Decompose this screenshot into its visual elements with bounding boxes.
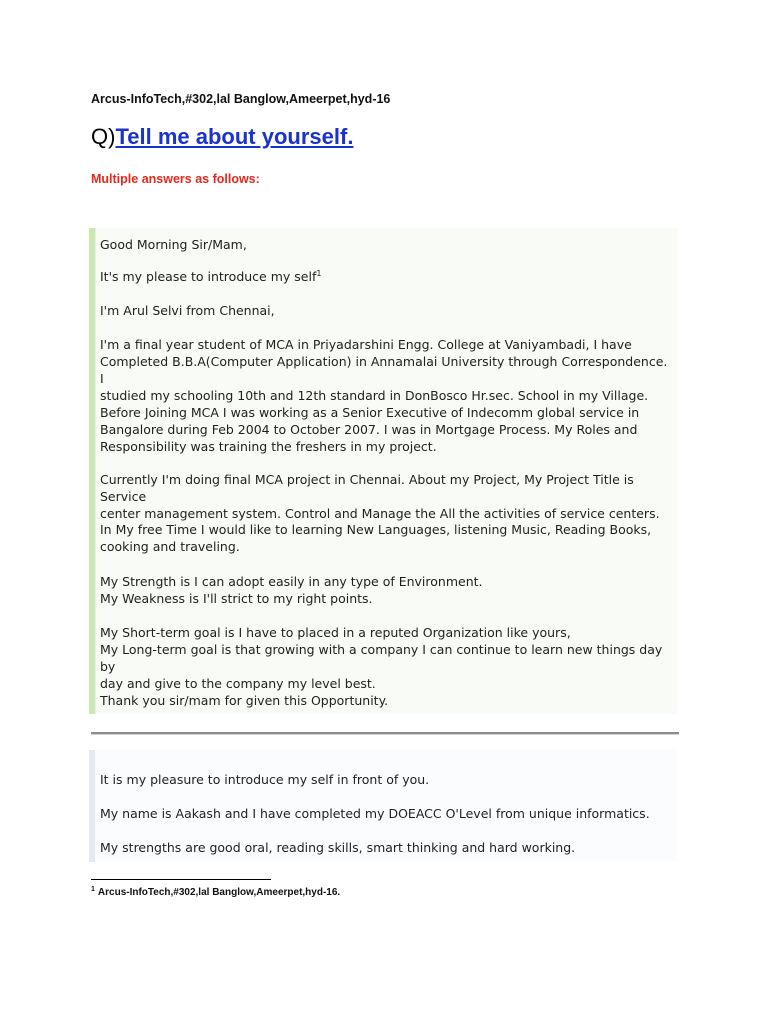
answer2-name-line: My name is Aakash and I have completed my DOEACC O'Level from unique informatics.: [100, 806, 650, 821]
question-heading: [91, 124, 353, 150]
answer1-long-goal-line: My Long-term goal is that growing with a company I can continue to learn new things day by: [100, 642, 663, 674]
section-divider: [91, 732, 679, 735]
answers-subheading: Multiple answers as follows:: [91, 172, 260, 186]
answer1-hobbies: [100, 521, 670, 555]
answer1-name-line: I'm Arul Selvi from Chennai,: [100, 303, 275, 318]
answer1-short-goal: My Short-term goal is I have to placed in a reputed Organization like yours,: [100, 625, 571, 640]
answer1-closing: Thank you sir/mam for given this Opportunity.: [100, 693, 389, 708]
answer1-project-line: center management system. Control and Manage the All the activities of service centers.: [100, 506, 660, 521]
answer1-goals: [100, 624, 670, 692]
answer1-education-line: I'm a final year student of MCA in Priyadarshini Engg. College at Vaniyambadi, I have: [100, 337, 632, 352]
answer1-hobbies-line: In My free Time I would like to learning New Languages, listening Music, Reading Books,: [100, 522, 652, 537]
answer1-intro-text: It's my please to introduce my self: [100, 269, 317, 284]
answer1-education-line: Completed B.B.A(Computer Application) in Annamalai University through Correspondence. I: [100, 354, 668, 386]
answer1-strength: My Strength is I can adopt easily in any type of Environment.: [100, 574, 483, 589]
answer1-education-line: studied my schooling 10th and 12th standard in DonBosco Hr.sec. School in my Village.: [100, 388, 649, 403]
answer1-hobbies-line: cooking and traveling.: [100, 539, 240, 554]
footnote-reference[interactable]: 1: [316, 268, 322, 278]
answer1-strength-weakness: [100, 573, 670, 607]
answer2-strengths: My strengths are good oral, reading skills, smart thinking and hard working.: [100, 840, 576, 855]
footnote: [91, 887, 340, 898]
answer1-weakness: My Weakness is I'll strict to my right points.: [100, 591, 373, 606]
answer1-long-goal-line: day and give to the company my level best.: [100, 676, 376, 691]
footnote-separator: [91, 879, 271, 880]
answer1-experience-line: Bangalore during Feb 2004 to October 2007. I was in Mortgage Process. My Roles and: [100, 422, 638, 437]
answer1-experience-line: Before Joining MCA I was working as a Senior Executive of Indecomm global service in: [100, 405, 640, 420]
document-header-address: Arcus-InfoTech,#302,lal Banglow,Ameerpet,hyd-16: [91, 92, 391, 106]
answer1-experience-line: Responsibility was training the freshers in my project.: [100, 439, 437, 454]
answer1-greeting: Good Morning Sir/Mam,: [100, 237, 247, 252]
answer1-project: [100, 471, 670, 522]
footnote-text: Arcus-InfoTech,#302,lal Banglow,Ameerpet,hyd-16.: [97, 887, 341, 898]
answer1-intro: [100, 268, 670, 285]
question-title-link[interactable]: Tell me about yourself.: [115, 124, 354, 149]
question-prefix: Q): [91, 124, 116, 149]
answer2-intro: It is my pleasure to introduce my self in front of you.: [100, 772, 430, 787]
answer1-education: [100, 336, 670, 404]
answer1-experience: [100, 404, 670, 455]
footnote-number: 1: [91, 885, 95, 893]
answer1-project-line: Currently I'm doing final MCA project in Chennai. About my Project, My Project Title is Service: [100, 472, 634, 504]
